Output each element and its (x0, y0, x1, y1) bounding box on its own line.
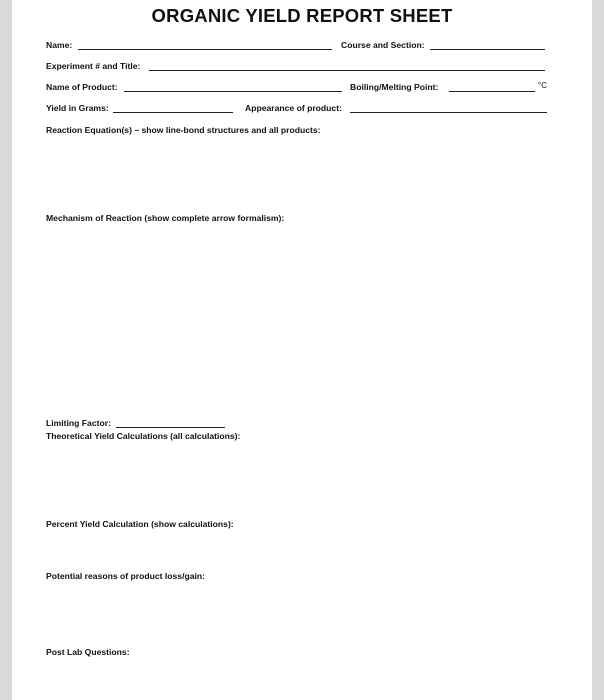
boiling-point-label: Boiling/Melting Point: (350, 82, 439, 92)
name-field-line[interactable] (78, 49, 332, 50)
theoretical-yield-heading: Theoretical Yield Calculations (all calculations): (46, 431, 241, 441)
loss-reasons-heading: Potential reasons of product loss/gain: (46, 571, 206, 581)
product-name-field-line[interactable] (124, 91, 342, 92)
temperature-unit: °C (538, 81, 547, 90)
experiment-label: Experiment # and Title: (46, 61, 141, 71)
post-lab-heading: Post Lab Questions: (46, 647, 130, 657)
name-label: Name: (46, 40, 73, 50)
page-title: ORGANIC YIELD REPORT SHEET (151, 5, 453, 26)
boiling-point-field-line[interactable] (449, 91, 535, 92)
course-section-field-line[interactable] (430, 49, 545, 50)
reaction-equation-heading: Reaction Equation(s) – show line-bond structures and all products: (46, 125, 321, 135)
appearance-label: Appearance of product: (245, 103, 342, 113)
yield-grams-field-line[interactable] (113, 112, 233, 113)
product-name-label: Name of Product: (46, 82, 118, 92)
limiting-factor-field-line[interactable] (116, 427, 225, 428)
mechanism-heading: Mechanism of Reaction (show complete arrow formalism): (46, 213, 285, 223)
course-section-label: Course and Section: (341, 40, 425, 50)
appearance-field-line[interactable] (350, 112, 547, 113)
yield-grams-label: Yield in Grams: (46, 103, 109, 113)
limiting-factor-label: Limiting Factor: (46, 418, 111, 428)
experiment-field-line[interactable] (149, 70, 545, 71)
percent-yield-heading: Percent Yield Calculation (show calculations): (46, 519, 234, 529)
